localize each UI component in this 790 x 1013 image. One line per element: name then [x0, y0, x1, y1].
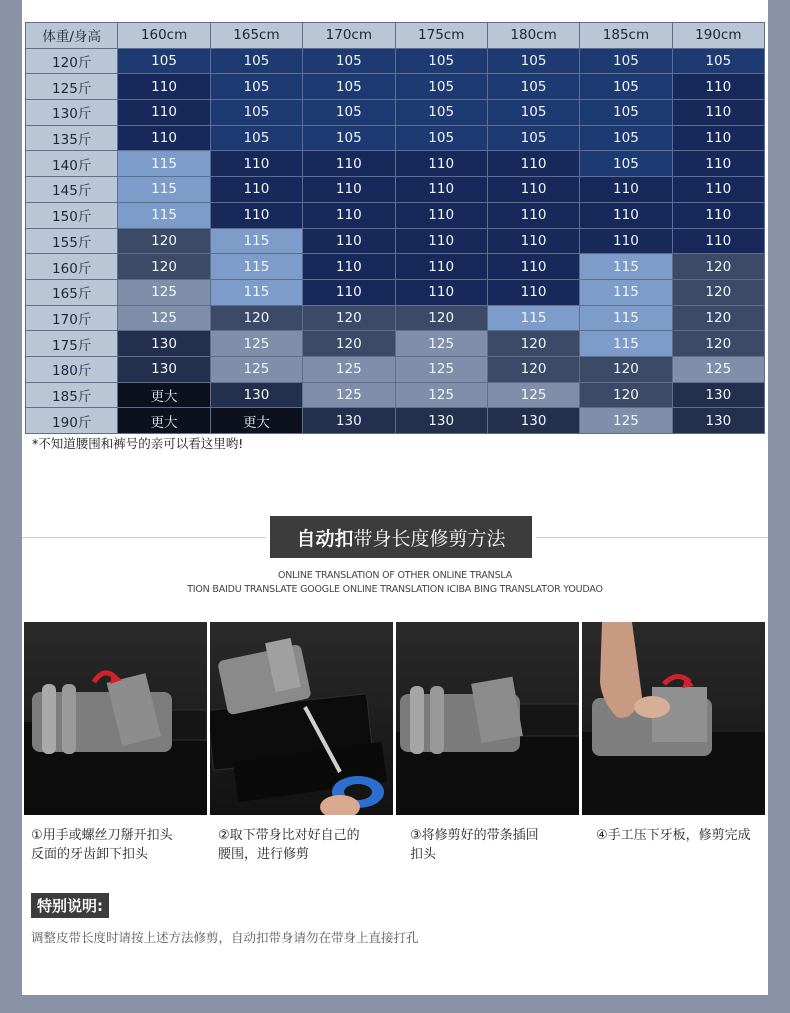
size-table-row: [26, 279, 765, 305]
size-value-cell: 105: [580, 125, 672, 151]
section-subtitle-2: TION BAIDU TRANSLATE GOOGLE ONLINE TRANSLATION ICIBA BING TRANSLATOR YOUDAO: [187, 584, 603, 595]
size-value-cell: 110: [672, 151, 764, 177]
size-value-cell: 115: [580, 331, 672, 357]
size-value-cell: 110: [118, 100, 210, 126]
size-value-cell: 105: [672, 48, 764, 74]
size-table-header-row: [26, 23, 765, 49]
weight-cell: 170斤: [26, 305, 118, 331]
size-value-cell: 120: [303, 305, 395, 331]
size-value-cell: 110: [395, 254, 487, 280]
section-title-rest: 带身长度修剪方法: [353, 527, 506, 550]
size-value-cell: 120: [672, 305, 764, 331]
special-note-text: 调整皮带长度时请按上述方法修剪，自动扣带身请勿在带身上直接打孔: [31, 930, 419, 945]
size-value-cell: 105: [210, 48, 302, 74]
size-value-cell: 105: [118, 48, 210, 74]
size-value-cell: 110: [210, 202, 302, 228]
size-value-cell: 110: [303, 228, 395, 254]
weight-cell: 155斤: [26, 228, 118, 254]
weight-cell: 145斤: [26, 177, 118, 203]
size-value-cell: 110: [487, 279, 579, 305]
size-value-cell: 110: [395, 177, 487, 203]
size-value-cell: 105: [303, 48, 395, 74]
size-value-cell: 110: [210, 177, 302, 203]
size-table-row: [26, 100, 765, 126]
size-value-cell: 115: [210, 254, 302, 280]
size-value-cell: 120: [487, 356, 579, 382]
size-value-cell: 110: [672, 100, 764, 126]
special-note-label: 特别说明:: [31, 893, 109, 918]
size-table-body: [26, 48, 765, 433]
size-value-cell: 105: [580, 151, 672, 177]
size-table-row: [26, 305, 765, 331]
step-photos: [24, 622, 766, 815]
size-value-cell: 110: [487, 254, 579, 280]
size-value-cell: 105: [210, 125, 302, 151]
size-value-cell: 130: [118, 331, 210, 357]
size-value-cell: 115: [210, 279, 302, 305]
height-header: 185cm: [580, 23, 672, 49]
size-value-cell: 105: [395, 125, 487, 151]
size-table-row: [26, 125, 765, 151]
size-table-row: [26, 228, 765, 254]
size-table-row: [26, 408, 765, 434]
size-value-cell: 125: [118, 279, 210, 305]
size-value-cell: 105: [303, 100, 395, 126]
step-caption-1-line1: ①用手或螺丝刀掰开扣头: [31, 828, 173, 843]
size-value-cell: 130: [672, 408, 764, 434]
size-value-cell: 125: [580, 408, 672, 434]
size-value-cell: 105: [580, 74, 672, 100]
size-value-cell: 110: [672, 202, 764, 228]
size-value-cell: 110: [395, 202, 487, 228]
size-value-cell: 120: [580, 382, 672, 408]
page: [22, 0, 768, 995]
size-value-cell: 105: [303, 125, 395, 151]
height-header: 165cm: [210, 23, 302, 49]
size-value-cell: 110: [210, 151, 302, 177]
size-value-cell: 110: [395, 151, 487, 177]
size-value-cell: 115: [580, 279, 672, 305]
weight-cell: 185斤: [26, 382, 118, 408]
size-value-cell: 130: [487, 408, 579, 434]
size-value-cell: 120: [303, 331, 395, 357]
size-value-cell: 120: [395, 305, 487, 331]
size-value-cell: 110: [580, 228, 672, 254]
size-value-cell: 105: [210, 100, 302, 126]
size-value-cell: 120: [672, 254, 764, 280]
size-value-cell: 115: [210, 228, 302, 254]
size-value-cell: 125: [303, 356, 395, 382]
weight-cell: 135斤: [26, 125, 118, 151]
size-value-cell: 110: [303, 177, 395, 203]
step-photo-4: [582, 622, 765, 815]
size-value-cell: 110: [487, 177, 579, 203]
size-table-row: [26, 254, 765, 280]
size-value-cell: 115: [580, 305, 672, 331]
step-caption-3-line2: 扣头: [410, 847, 437, 862]
size-value-cell: 110: [672, 74, 764, 100]
size-value-cell: 120: [672, 331, 764, 357]
weight-cell: 130斤: [26, 100, 118, 126]
size-value-cell: 110: [395, 279, 487, 305]
height-header: 180cm: [487, 23, 579, 49]
size-table-row: [26, 74, 765, 100]
size-value-cell: 110: [487, 202, 579, 228]
size-table-row: [26, 48, 765, 74]
step-photo-3: [396, 622, 579, 815]
size-table: [25, 22, 765, 434]
size-value-cell: 130: [210, 382, 302, 408]
size-value-cell: 110: [118, 125, 210, 151]
size-value-cell: 115: [580, 254, 672, 280]
weight-cell: 125斤: [26, 74, 118, 100]
size-value-cell: 110: [303, 279, 395, 305]
size-value-cell: 125: [395, 356, 487, 382]
size-value-cell: 105: [487, 100, 579, 126]
weight-cell: 175斤: [26, 331, 118, 357]
weight-cell: 180斤: [26, 356, 118, 382]
size-value-cell: 105: [580, 100, 672, 126]
step-caption-3: [410, 826, 590, 864]
weight-cell: 140斤: [26, 151, 118, 177]
weight-cell: 150斤: [26, 202, 118, 228]
step-caption-2-line1: ②取下带身比对好自己的: [218, 828, 360, 843]
step-caption-3-line1: ③将修剪好的带条插回: [410, 828, 539, 843]
size-value-cell: 120: [487, 331, 579, 357]
size-value-cell: 110: [672, 177, 764, 203]
size-table-row: [26, 331, 765, 357]
size-value-cell: 105: [395, 100, 487, 126]
note-text: *不知道腰围和裤号的亲可以看这里哟!: [32, 436, 244, 451]
size-value-cell: 120: [118, 228, 210, 254]
height-header: 190cm: [672, 23, 764, 49]
size-value-cell: 125: [395, 382, 487, 408]
size-value-cell: 更大: [118, 382, 210, 408]
size-value-cell: 125: [672, 356, 764, 382]
size-value-cell: 110: [580, 177, 672, 203]
size-value-cell: 105: [303, 74, 395, 100]
weight-cell: 165斤: [26, 279, 118, 305]
size-value-cell: 110: [303, 151, 395, 177]
size-value-cell: 110: [303, 202, 395, 228]
size-table-row: [26, 382, 765, 408]
size-value-cell: 125: [395, 331, 487, 357]
size-value-cell: 更大: [210, 408, 302, 434]
height-header: 175cm: [395, 23, 487, 49]
size-value-cell: 115: [118, 202, 210, 228]
size-value-cell: 110: [303, 254, 395, 280]
section-title-bold: 自动扣: [296, 527, 354, 550]
size-value-cell: 130: [672, 382, 764, 408]
step-caption-4-line1: ④手工压下牙板，修剪完成: [596, 828, 751, 843]
size-value-cell: 120: [580, 356, 672, 382]
step-caption-1: [31, 826, 211, 864]
step-caption-4: [596, 826, 766, 845]
size-value-cell: 125: [118, 305, 210, 331]
size-value-cell: 105: [487, 48, 579, 74]
size-table-row: [26, 151, 765, 177]
size-value-cell: 125: [303, 382, 395, 408]
size-value-cell: 125: [210, 356, 302, 382]
corner-cell: 体重/身高: [26, 23, 118, 49]
size-value-cell: 更大: [118, 408, 210, 434]
size-value-cell: 115: [487, 305, 579, 331]
size-value-cell: 130: [395, 408, 487, 434]
size-value-cell: 105: [395, 74, 487, 100]
size-value-cell: 105: [580, 48, 672, 74]
size-value-cell: 130: [118, 356, 210, 382]
size-value-cell: 105: [487, 74, 579, 100]
weight-cell: 160斤: [26, 254, 118, 280]
height-header: 170cm: [303, 23, 395, 49]
step-photo-1: [24, 622, 207, 815]
size-value-cell: 120: [210, 305, 302, 331]
weight-cell: 120斤: [26, 48, 118, 74]
size-value-cell: 110: [487, 151, 579, 177]
step-photo-2: [210, 622, 393, 815]
size-value-cell: 110: [580, 202, 672, 228]
size-value-cell: 110: [487, 228, 579, 254]
size-value-cell: 110: [672, 125, 764, 151]
size-value-cell: 120: [118, 254, 210, 280]
section-subtitle-1: ONLINE TRANSLATION OF OTHER ONLINE TRANSLA: [277, 570, 513, 581]
weight-cell: 190斤: [26, 408, 118, 434]
step-caption-2-line2: 腰围，进行修剪: [218, 847, 310, 862]
size-value-cell: 120: [672, 279, 764, 305]
size-table-row: [26, 356, 765, 382]
size-value-cell: 105: [210, 74, 302, 100]
size-value-cell: 115: [118, 151, 210, 177]
size-table-row: [26, 177, 765, 203]
height-header: 160cm: [118, 23, 210, 49]
size-value-cell: 105: [395, 48, 487, 74]
size-value-cell: 125: [487, 382, 579, 408]
size-value-cell: 130: [303, 408, 395, 434]
section-title: [270, 516, 532, 558]
step-caption-2: [218, 826, 398, 864]
step-caption-1-line2: 反面的牙齿卸下扣头: [31, 847, 149, 862]
size-value-cell: 105: [487, 125, 579, 151]
size-value-cell: 110: [395, 228, 487, 254]
size-value-cell: 110: [672, 228, 764, 254]
size-table-row: [26, 202, 765, 228]
size-value-cell: 125: [210, 331, 302, 357]
size-value-cell: 110: [118, 74, 210, 100]
size-value-cell: 115: [118, 177, 210, 203]
